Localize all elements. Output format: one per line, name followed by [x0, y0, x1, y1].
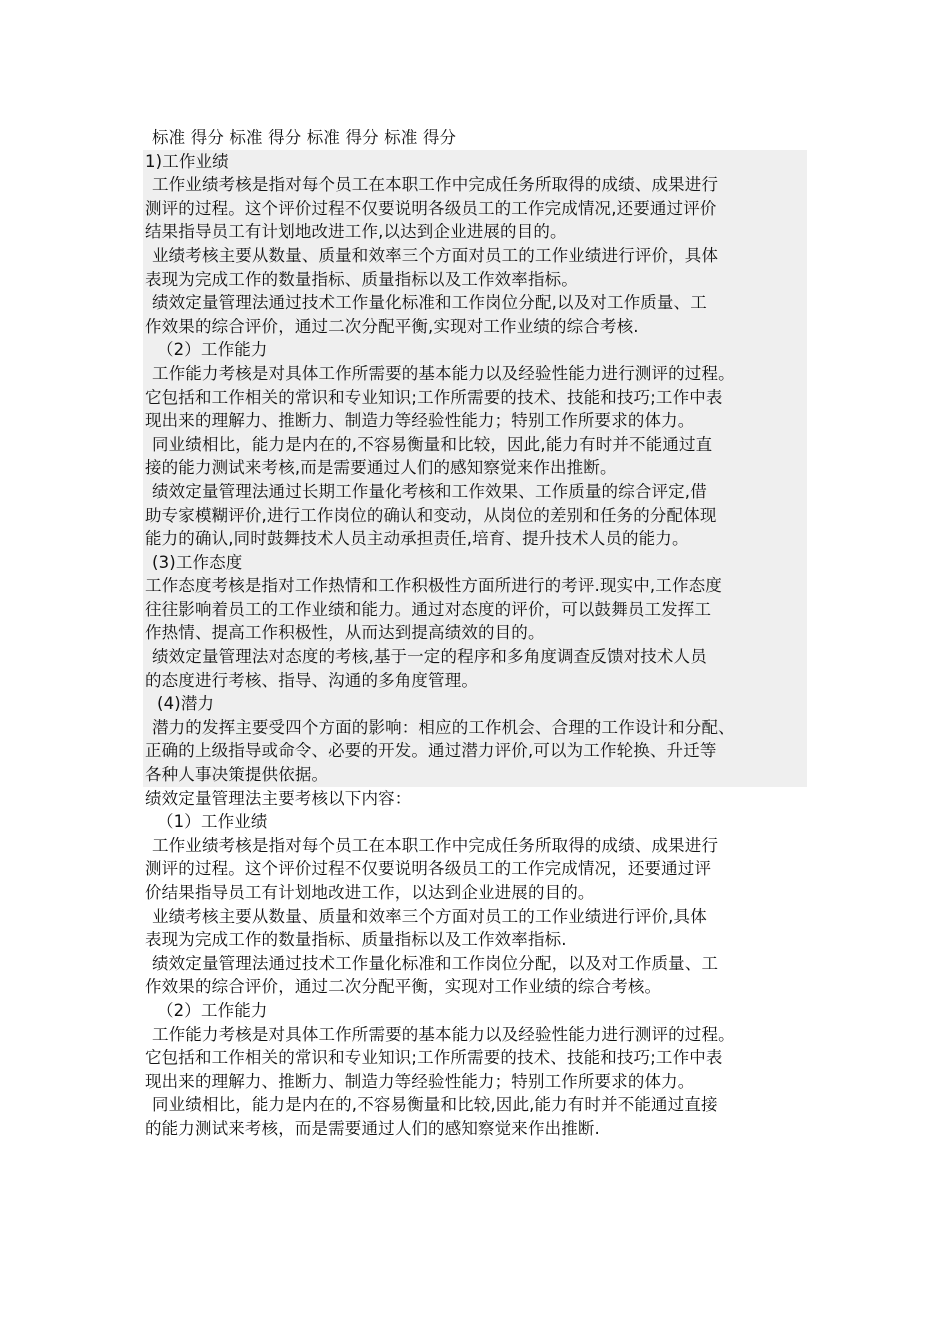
text-line: 现出来的理解力、推断力、制造力等经验性能力；特别工作所要求的体力。: [145, 1071, 695, 1091]
text-line: (3)工作态度: [152, 552, 243, 572]
text-line: 工作态度考核是指对工作热情和工作积极性方面所进行的考评.现实中,工作态度: [145, 576, 722, 596]
text-line: 的态度进行考核、指导、沟通的多角度管理。: [145, 670, 478, 690]
text-line: (4)潜力: [157, 694, 215, 714]
text-line: 结果指导员工有计划地改进工作,以达到企业进展的目的。: [145, 222, 567, 242]
text-line: 潜力的发挥主要受四个方面的影响：相应的工作机会、合理的工作设计和分配、: [152, 717, 735, 737]
text-line: 工作业绩考核是指对每个员工在本职工作中完成任务所取得的成绩、成果进行: [152, 175, 719, 195]
text-line: 它包括和工作相关的常识和专业知识;工作所需要的技术、技能和技巧;工作中表: [145, 387, 723, 407]
text-line: 作效果的综合评价，通过二次分配平衡，实现对工作业绩的综合考核。: [145, 977, 662, 997]
text-line: （1）工作业绩: [157, 812, 268, 832]
shaded-section: [143, 150, 807, 787]
text-line: 表现为完成工作的数量指标、质量指标以及工作效率指标.: [145, 930, 567, 950]
text-line: 现出来的理解力、推断力、制造力等经验性能力；特别工作所要求的体力。: [145, 411, 695, 431]
text-line: （2）工作能力: [157, 1000, 268, 1020]
text-line: 测评的过程。这个评价过程不仅要说明各级员工的工作完成情况,还要通过评价: [145, 198, 717, 218]
text-line: 正确的上级指导或命令、必要的开发。通过潜力评价,可以为工作轮换、升迁等: [145, 741, 717, 761]
text-line: 价结果指导员工有计划地改进工作，以达到企业进展的目的。: [145, 883, 595, 902]
text-line: 往往影响着员工的工作业绩和能力。通过对态度的评价，可以鼓舞员工发挥工: [145, 599, 712, 619]
text-line: 能力的确认,同时鼓舞技术人员主动承担责任,培育、提升技术人员的能力。: [145, 529, 689, 549]
text-line: 绩效定量管理法通过技术工作量化标准和工作岗位分配,以及对工作质量、工: [152, 293, 707, 313]
text-line: 表现为完成工作的数量指标、质量指标以及工作效率指标。: [145, 269, 578, 289]
text-line: 工作业绩考核是指对每个员工在本职工作中完成任务所取得的成绩、成果进行: [152, 835, 719, 855]
text-line: 接的能力测试来考核,而是需要通过人们的感知察觉来作出推断。: [145, 458, 617, 478]
text-line: 同业绩相比，能力是内在的,不容易衡量和比较，因此,能力有时并不能通过直: [152, 434, 713, 454]
text-line: 绩效定量管理法通过技术工作量化标准和工作岗位分配，以及对工作质量、工: [152, 953, 719, 973]
text-line: 工作能力考核是对具体工作所需要的基本能力以及经验性能力进行测评的过程。: [152, 1024, 735, 1044]
text-line: 绩效定量管理法通过长期工作量化考核和工作效果、工作质量的综合评定,借: [152, 481, 707, 501]
text-line: 工作能力考核是对具体工作所需要的基本能力以及经验性能力进行测评的过程。: [152, 363, 735, 383]
document-page: [145, 126, 825, 1141]
text-line: 助专家模糊评价,进行工作岗位的确认和变动，从岗位的差别和任务的分配体现: [145, 505, 717, 525]
text-line: （2）工作能力: [157, 340, 268, 360]
text-line: 业绩考核主要从数量、质量和效率三个方面对员工的工作业绩进行评价,具体: [152, 906, 707, 926]
text-line: 绩效定量管理法对态度的考核,基于一定的程序和多角度调查反馈对技术人员: [152, 647, 707, 667]
text-line: 它包括和工作相关的常识和专业知识;工作所需要的技术、技能和技巧;工作中表: [145, 1048, 723, 1068]
score-header-row: 标准 得分 标准 得分 标准 得分 标准 得分: [152, 128, 457, 147]
text-line: 业绩考核主要从数量、质量和效率三个方面对员工的工作业绩进行评价，具体: [152, 245, 719, 265]
text-line: 测评的过程。这个评价过程不仅要说明各级员工的工作完成情况，还要通过评: [145, 859, 712, 879]
text-line: 1)工作业绩: [145, 151, 229, 171]
text-line: 绩效定量管理法主要考核以下内容：: [145, 788, 412, 808]
text-line: 各种人事决策提供依据。: [145, 765, 329, 785]
text-line: 的能力测试来考核，而是需要通过人们的感知察觉来作出推断.: [145, 1118, 600, 1138]
text-line: 同业绩相比，能力是内在的,不容易衡量和比较,因此,能力有时并不能通过直接: [152, 1095, 718, 1115]
text-line: 作效果的综合评价，通过二次分配平衡,实现对工作业绩的综合考核.: [145, 316, 639, 336]
plain-section: [145, 787, 825, 1141]
text-line: 作热情、提高工作积极性，从而达到提高绩效的目的。: [145, 623, 545, 643]
